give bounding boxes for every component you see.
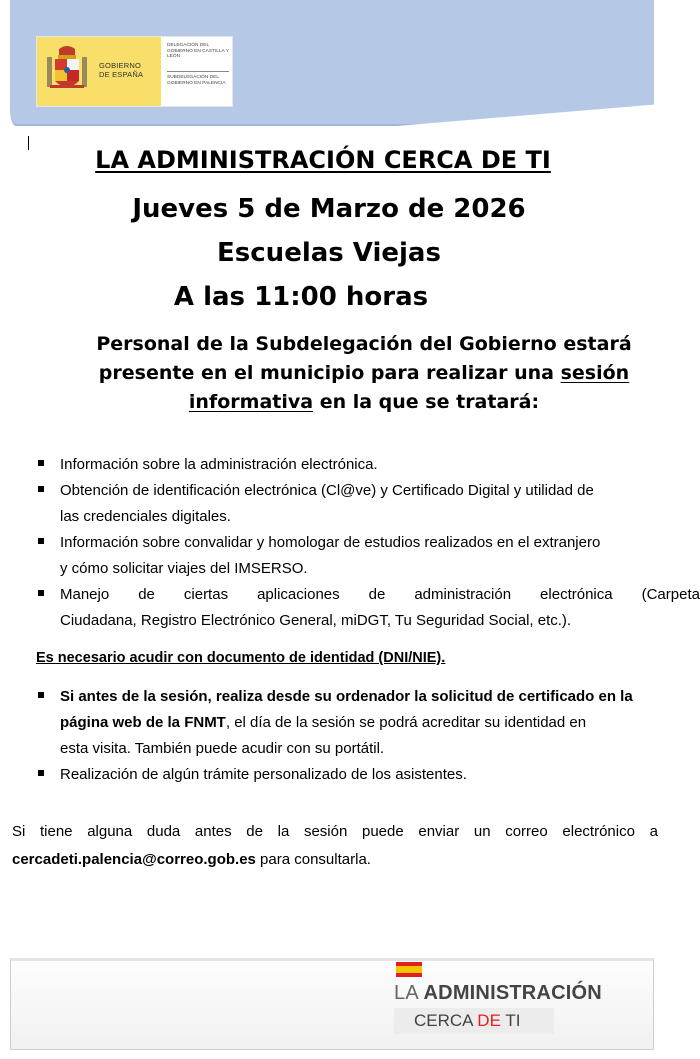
list-item-line	[60, 710, 658, 736]
word: duda	[146, 823, 181, 840]
word: antes	[194, 823, 232, 840]
list-item	[36, 762, 658, 788]
footer-ti: TI	[500, 1011, 521, 1030]
word: ciertas	[183, 586, 229, 603]
word: correo	[505, 823, 548, 840]
footer-cerca: CERCA	[414, 1011, 478, 1030]
word: sesión	[303, 823, 348, 840]
topics-list	[36, 452, 700, 634]
spain-flag-icon	[396, 962, 422, 979]
page-title: LA ADMINISTRACIÓN CERCA DE TI	[95, 146, 551, 174]
list-item-text: esta visita. También puede acudir con su portátil.	[60, 740, 385, 757]
list-item-text: las credenciales digitales.	[60, 508, 231, 525]
intro-text-2: en la que se tratará:	[313, 391, 540, 413]
word: administración	[414, 586, 512, 603]
bullet-square-icon	[38, 692, 44, 698]
gobierno-logo	[36, 36, 233, 107]
word: puede	[361, 823, 404, 840]
coat-of-arms-icon	[47, 45, 87, 97]
word: de	[368, 586, 386, 603]
word: alguna	[87, 823, 133, 840]
logo-yellow-panel	[37, 37, 161, 106]
bullet-square-icon	[38, 770, 44, 776]
list-item-text: Obtención de identificación electrónica (Cl@ve) y Certificado Digital y utilidad de	[60, 482, 594, 499]
word: la	[277, 823, 290, 840]
footer-la: LA	[394, 982, 424, 1004]
list-item-text: Información sobre la administración electrónica.	[60, 456, 378, 473]
word: de	[138, 586, 155, 603]
word: un	[473, 823, 491, 840]
bullet-square-icon	[38, 486, 44, 492]
word: a	[649, 823, 658, 840]
footer-administracion: ADMINISTRACIÓN	[423, 982, 602, 1004]
list-item	[36, 684, 658, 762]
intro-text-1: Personal de la Subdelegación del Gobierno estará presente en el municipio para realizar una	[96, 333, 632, 384]
logo-divider	[167, 71, 229, 72]
delegacion-text: DELEGACIÓN DEL GOBIERNO EN CASTILLA Y LEÓN	[167, 43, 229, 60]
footer-de: DE	[477, 1011, 501, 1030]
list-item-text: Ciudadana, Registro Electrónico General, miDGT, Tu Seguridad Social, etc.).	[60, 612, 572, 629]
word: electrónica	[540, 586, 613, 603]
list-item-text: , el día de la sesión se podrá acreditar su identidad en	[225, 714, 587, 731]
word: electrónico	[562, 823, 635, 840]
subdelegacion-text: SUBDELEGACIÓN DEL GOBIERNO EN PALENCIA	[167, 75, 226, 86]
bullet-square-icon	[38, 460, 44, 466]
contact-line	[12, 818, 658, 846]
event-place: Escuelas Viejas	[217, 238, 441, 268]
bullet-square-icon	[38, 590, 44, 596]
intro-underlined: sesión informativa	[188, 362, 630, 413]
list-item-text: Realización de algún trámite personalizado de los asistentes.	[60, 766, 467, 783]
bullet-square-icon	[38, 538, 44, 544]
contact-email-link[interactable]: cercadeti.palencia@correo.gob.es	[12, 851, 256, 868]
extra-list	[36, 684, 658, 788]
gobierno-espana-text: GOBIERNO DE ESPAÑA	[99, 61, 144, 79]
event-date: Jueves 5 de Marzo de 2026	[132, 194, 526, 224]
list-item	[36, 582, 700, 634]
fnmt-text: página web de la FNMT	[60, 714, 226, 731]
contact-text: para consultarla.	[255, 851, 371, 868]
list-item	[36, 478, 658, 530]
list-item-justified-line	[60, 582, 700, 608]
contact-paragraph	[12, 818, 672, 874]
list-item-text: Información sobre convalidar y homologar de estudios realizados en el extranjero	[60, 534, 601, 551]
footer-logo-line1	[394, 982, 602, 1005]
word: Si	[12, 823, 26, 840]
list-item	[36, 452, 658, 478]
word: de	[246, 823, 263, 840]
list-item-text: y cómo solicitar viajes del IMSERSO.	[60, 560, 308, 577]
word: enviar	[418, 823, 460, 840]
footer-logo-line2	[414, 1011, 520, 1031]
word: (Carpeta	[641, 586, 700, 603]
event-time: A las 11:00 horas	[173, 282, 429, 312]
word: aplicaciones	[257, 586, 340, 603]
contact-line	[12, 846, 672, 874]
word: Manejo	[60, 586, 110, 603]
id-requirement-notice: Es necesario acudir con documento de identidad (DNI/NIE).	[36, 650, 446, 666]
word: tiene	[40, 823, 73, 840]
list-item-bold-text: Si antes de la sesión, realiza desde su ordenador la solicitud de certificado en la	[60, 688, 633, 705]
list-item	[36, 530, 658, 582]
intro-paragraph	[74, 330, 654, 417]
